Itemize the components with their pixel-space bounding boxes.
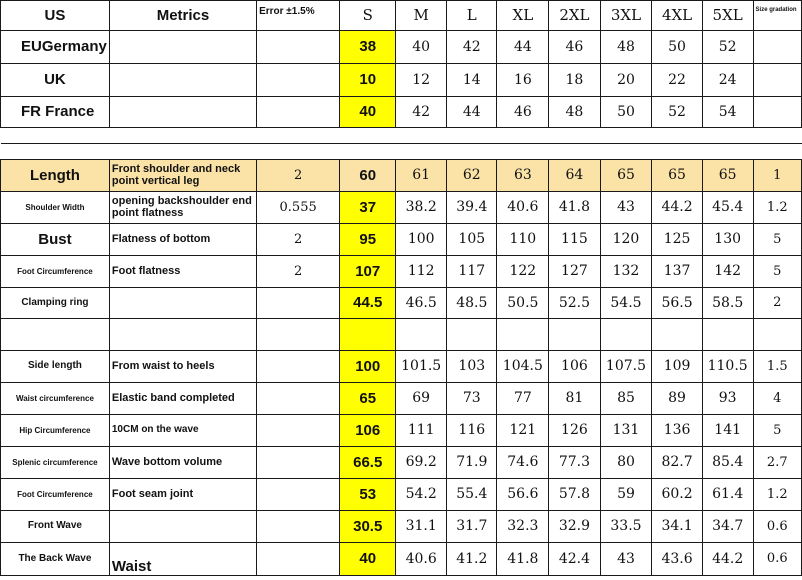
pants-label: Foot Circumference [1, 479, 110, 511]
spacer-cell [600, 319, 652, 351]
size-l-value: 105 [447, 224, 497, 256]
header-size-3xl: 3XL [600, 1, 652, 31]
error-cell [257, 383, 340, 415]
pants-metric: Waist [109, 543, 256, 576]
size-5xl-value: 58.5 [702, 288, 753, 319]
size-l-value: 116 [447, 415, 497, 447]
size-4xl-value: 136 [652, 415, 702, 447]
size-xl-value: 104.5 [497, 351, 549, 383]
metric-cell [109, 31, 256, 64]
pants-metric: Foot seam joint [109, 479, 256, 511]
measurement-error [257, 288, 340, 319]
size-5xl-value: 34.7 [702, 511, 753, 543]
size-2xl-value: 115 [549, 224, 600, 256]
size-s-value: 60 [340, 160, 396, 192]
size-3xl-value: 20 [600, 64, 652, 97]
spacer-cell [109, 144, 256, 160]
spacer-cell [702, 319, 753, 351]
error-cell [257, 64, 340, 97]
size-4xl-value: 34.1 [652, 511, 702, 543]
size-xl-value: 44 [497, 31, 549, 64]
spacer-cell [549, 128, 600, 144]
pants-gradation: 0.6 [753, 511, 801, 543]
size-3xl-value: 48 [600, 31, 652, 64]
size-5xl-value: 141 [702, 415, 753, 447]
error-cell [257, 97, 340, 128]
measurement-error: 2 [257, 160, 340, 192]
spacer-cell [702, 144, 753, 160]
size-2xl-value: 64 [549, 160, 600, 192]
size-m-value: 38.2 [396, 192, 447, 224]
header-size-xl: XL [497, 1, 549, 31]
size-5xl-value: 24 [702, 64, 753, 97]
pants-row [1, 511, 802, 543]
size-2xl-value: 32.9 [549, 511, 600, 543]
size-3xl-value: 33.5 [600, 511, 652, 543]
size-s-value: 107 [340, 256, 396, 288]
size-m-value: 101.5 [396, 351, 447, 383]
spacer-cell [109, 319, 256, 351]
measurement-row [1, 224, 802, 256]
header-size-s: S [340, 1, 396, 31]
size-3xl-value: 120 [600, 224, 652, 256]
measurement-row [1, 160, 802, 192]
spacer-cell [753, 144, 801, 160]
size-4xl-value: 82.7 [652, 447, 702, 479]
size-4xl-value: 50 [652, 31, 702, 64]
size-5xl-value: 93 [702, 383, 753, 415]
spacer-cell [396, 319, 447, 351]
spacer-cell [396, 144, 447, 160]
measurement-error: 2 [257, 256, 340, 288]
measurement-error: 0.555 [257, 192, 340, 224]
size-m-value: 46.5 [396, 288, 447, 319]
size-s-value: 65 [340, 383, 396, 415]
size-m-value: 112 [396, 256, 447, 288]
pants-gradation: 1.5 [753, 351, 801, 383]
size-m-value: 54.2 [396, 479, 447, 511]
size-s-value: 38 [340, 31, 396, 64]
size-3xl-value: 54.5 [600, 288, 652, 319]
metric-cell [109, 97, 256, 128]
header-size-gradation: Size gradation [753, 1, 801, 31]
size-5xl-value: 52 [702, 31, 753, 64]
conversion-row [1, 97, 802, 128]
pants-label: Waist circumference [1, 383, 110, 415]
size-l-value: 73 [447, 383, 497, 415]
size-3xl-value: 80 [600, 447, 652, 479]
spacer-cell [447, 144, 497, 160]
size-3xl-value: 132 [600, 256, 652, 288]
size-5xl-value: 130 [702, 224, 753, 256]
pants-row [1, 351, 802, 383]
header-size-m: M [396, 1, 447, 31]
size-xl-value: 56.6 [497, 479, 549, 511]
size-l-value: 41.2 [447, 543, 497, 576]
header-size-4xl: 4XL [652, 1, 702, 31]
size-4xl-value: 65 [652, 160, 702, 192]
size-4xl-value: 43.6 [652, 543, 702, 576]
size-4xl-value: 125 [652, 224, 702, 256]
size-2xl-value: 42.4 [549, 543, 600, 576]
size-5xl-value: 65 [702, 160, 753, 192]
spacer-cell [652, 144, 702, 160]
measurement-gradation: 5 [753, 256, 801, 288]
pants-row [1, 543, 802, 576]
size-s-value: 40 [340, 543, 396, 576]
spacer-cell [652, 319, 702, 351]
size-l-value: 71.9 [447, 447, 497, 479]
conversion-row [1, 64, 802, 97]
size-2xl-value: 77.3 [549, 447, 600, 479]
size-s-value: 10 [340, 64, 396, 97]
size-m-value: 100 [396, 224, 447, 256]
spacer-cell [497, 144, 549, 160]
size-2xl-value: 126 [549, 415, 600, 447]
measurement-label: Clamping ring [1, 288, 110, 319]
size-xl-value: 63 [497, 160, 549, 192]
measurement-metric: Front shoulder and neck point vertical leg [109, 160, 256, 192]
pants-label: Front Wave [1, 511, 110, 543]
size-3xl-value: 65 [600, 160, 652, 192]
size-s-value: 53 [340, 479, 396, 511]
spacer-cell [753, 319, 801, 351]
measurement-label: Length [1, 160, 110, 192]
error-cell [257, 511, 340, 543]
spacer-cell [340, 128, 396, 144]
gradation-cell [753, 97, 801, 128]
size-xl-value: 40.6 [497, 192, 549, 224]
header-size-l: L [447, 1, 497, 31]
size-s-value: 95 [340, 224, 396, 256]
spacer-cell [340, 144, 396, 160]
spacer-cell [600, 144, 652, 160]
measurement-row [1, 192, 802, 224]
pants-metric [109, 511, 256, 543]
spacer-cell [257, 128, 340, 144]
measurement-gradation: 1.2 [753, 192, 801, 224]
pants-gradation: 1.2 [753, 479, 801, 511]
pants-label: Side length [1, 351, 110, 383]
pants-metric: From waist to heels [109, 351, 256, 383]
header-size-5xl: 5XL [702, 1, 753, 31]
size-2xl-value: 106 [549, 351, 600, 383]
size-s-value: 66.5 [340, 447, 396, 479]
pants-metric: Wave bottom volume [109, 447, 256, 479]
spacer-cell [549, 144, 600, 160]
size-4xl-value: 109 [652, 351, 702, 383]
spacer-row [1, 319, 802, 351]
size-3xl-value: 107.5 [600, 351, 652, 383]
size-m-value: 42 [396, 97, 447, 128]
size-4xl-value: 44.2 [652, 192, 702, 224]
size-2xl-value: 127 [549, 256, 600, 288]
size-xl-value: 121 [497, 415, 549, 447]
conversion-label: UK [1, 64, 110, 97]
measurement-metric: Foot flatness [109, 256, 256, 288]
pants-gradation: 2.7 [753, 447, 801, 479]
error-cell [257, 447, 340, 479]
size-xl-value: 16 [497, 64, 549, 97]
size-4xl-value: 89 [652, 383, 702, 415]
measurement-label: Shoulder Width [1, 192, 110, 224]
spacer-cell [1, 128, 110, 144]
size-5xl-value: 85.4 [702, 447, 753, 479]
size-xl-value: 77 [497, 383, 549, 415]
size-4xl-value: 137 [652, 256, 702, 288]
conversion-label: EUGermany [1, 31, 110, 64]
measurement-row [1, 288, 802, 319]
size-5xl-value: 45.4 [702, 192, 753, 224]
size-m-value: 12 [396, 64, 447, 97]
size-3xl-value: 50 [600, 97, 652, 128]
measurement-label: Foot Circumference [1, 256, 110, 288]
header-metrics: Metrics [109, 1, 256, 31]
pants-gradation: 4 [753, 383, 801, 415]
pants-gradation: 0.6 [753, 543, 801, 576]
measurement-metric: Flatness of bottom [109, 224, 256, 256]
size-xl-value: 46 [497, 97, 549, 128]
size-m-value: 69 [396, 383, 447, 415]
size-5xl-value: 110.5 [702, 351, 753, 383]
measurement-label: Bust [1, 224, 110, 256]
size-l-value: 31.7 [447, 511, 497, 543]
measurement-gradation: 2 [753, 288, 801, 319]
pants-row [1, 447, 802, 479]
header-size-2xl: 2XL [549, 1, 600, 31]
size-xl-value: 122 [497, 256, 549, 288]
measurement-metric [109, 288, 256, 319]
spacer-cell [257, 319, 340, 351]
metric-cell [109, 64, 256, 97]
size-l-value: 55.4 [447, 479, 497, 511]
measurement-gradation: 1 [753, 160, 801, 192]
size-5xl-value: 44.2 [702, 543, 753, 576]
error-cell [257, 479, 340, 511]
spacer-cell [1, 144, 110, 160]
size-2xl-value: 18 [549, 64, 600, 97]
error-cell [257, 415, 340, 447]
size-2xl-value: 41.8 [549, 192, 600, 224]
size-2xl-value: 52.5 [549, 288, 600, 319]
size-l-value: 42 [447, 31, 497, 64]
size-m-value: 61 [396, 160, 447, 192]
conversion-row [1, 31, 802, 64]
size-s-value: 106 [340, 415, 396, 447]
size-xl-value: 110 [497, 224, 549, 256]
size-3xl-value: 59 [600, 479, 652, 511]
measurement-error: 2 [257, 224, 340, 256]
size-l-value: 117 [447, 256, 497, 288]
size-3xl-value: 43 [600, 543, 652, 576]
spacer-cell [549, 319, 600, 351]
size-4xl-value: 22 [652, 64, 702, 97]
size-5xl-value: 142 [702, 256, 753, 288]
size-4xl-value: 60.2 [652, 479, 702, 511]
spacer-cell [447, 319, 497, 351]
size-xl-value: 50.5 [497, 288, 549, 319]
size-l-value: 103 [447, 351, 497, 383]
size-s-value: 100 [340, 351, 396, 383]
spacer-cell [497, 319, 549, 351]
size-2xl-value: 81 [549, 383, 600, 415]
gradation-cell [753, 64, 801, 97]
spacer-cell [109, 128, 256, 144]
gradation-cell [753, 31, 801, 64]
spacer-cell [447, 128, 497, 144]
header-us: US [1, 1, 110, 31]
size-xl-value: 74.6 [497, 447, 549, 479]
spacer-cell [396, 128, 447, 144]
size-4xl-value: 56.5 [652, 288, 702, 319]
spacer-cell [1, 319, 110, 351]
error-cell [257, 31, 340, 64]
pants-metric: 10CM on the wave [109, 415, 256, 447]
header-error: Error ±1.5% [257, 1, 340, 31]
spacer-cell [702, 128, 753, 144]
pants-label: The Back Wave [1, 543, 110, 576]
size-s-value: 37 [340, 192, 396, 224]
spacer-cell [340, 319, 396, 351]
size-4xl-value: 52 [652, 97, 702, 128]
size-l-value: 62 [447, 160, 497, 192]
pants-row [1, 479, 802, 511]
size-5xl-value: 61.4 [702, 479, 753, 511]
size-3xl-value: 131 [600, 415, 652, 447]
conversion-label: FR France [1, 97, 110, 128]
spacer-cell [257, 144, 340, 160]
measurement-metric: opening backshoulder end point flatness [109, 192, 256, 224]
pants-row [1, 383, 802, 415]
size-s-value: 40 [340, 97, 396, 128]
size-s-value: 30.5 [340, 511, 396, 543]
size-xl-value: 41.8 [497, 543, 549, 576]
measurement-row [1, 256, 802, 288]
size-m-value: 31.1 [396, 511, 447, 543]
size-2xl-value: 48 [549, 97, 600, 128]
size-l-value: 44 [447, 97, 497, 128]
measurement-gradation: 5 [753, 224, 801, 256]
size-m-value: 40 [396, 31, 447, 64]
spacer-row [1, 128, 802, 144]
size-3xl-value: 85 [600, 383, 652, 415]
size-m-value: 111 [396, 415, 447, 447]
size-m-value: 69.2 [396, 447, 447, 479]
error-cell [257, 543, 340, 576]
size-l-value: 48.5 [447, 288, 497, 319]
spacer-cell [497, 128, 549, 144]
error-cell [257, 351, 340, 383]
size-2xl-value: 46 [549, 31, 600, 64]
size-l-value: 39.4 [447, 192, 497, 224]
size-l-value: 14 [447, 64, 497, 97]
pants-label: Hip Circumference [1, 415, 110, 447]
pants-metric: Elastic band completed [109, 383, 256, 415]
size-s-value: 44.5 [340, 288, 396, 319]
size-3xl-value: 43 [600, 192, 652, 224]
spacer-row [1, 144, 802, 160]
spacer-cell [652, 128, 702, 144]
pants-label: Splenic circumference [1, 447, 110, 479]
pants-gradation: 5 [753, 415, 801, 447]
header-row [1, 1, 802, 31]
size-m-value: 40.6 [396, 543, 447, 576]
size-xl-value: 32.3 [497, 511, 549, 543]
pants-row [1, 415, 802, 447]
size-2xl-value: 57.8 [549, 479, 600, 511]
spacer-cell [600, 128, 652, 144]
spacer-cell [753, 128, 801, 144]
size-5xl-value: 54 [702, 97, 753, 128]
